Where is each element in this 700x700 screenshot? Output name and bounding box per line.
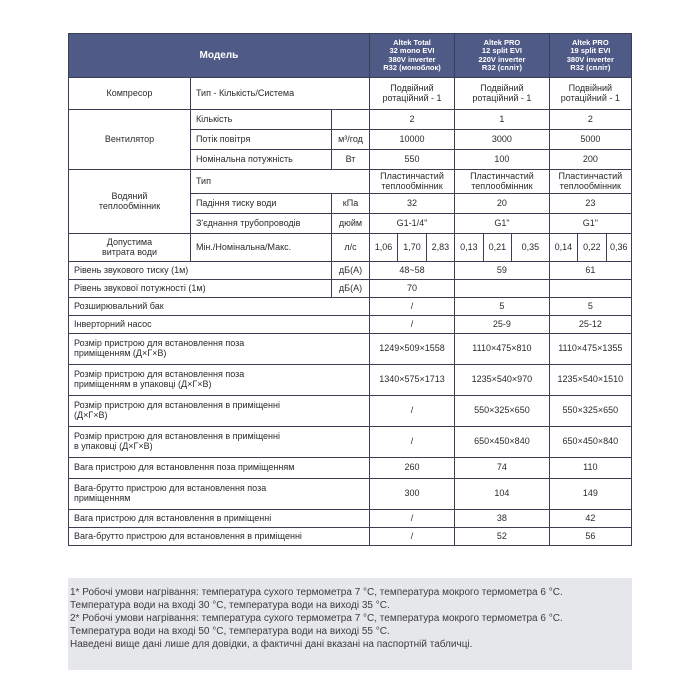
value-cell: Пластинчастий теплообмінник [455,170,550,194]
value-cell: 0,22 [578,234,606,262]
value-cell: 32 [369,194,454,214]
table-row [69,528,632,546]
spec-table [68,33,632,546]
value-cell: 550 [369,150,454,170]
table-row [69,316,632,334]
value-cell: 3000 [455,130,550,150]
unit-cell: дБ(А) [332,280,370,298]
model-1-header: Altek Total 32 mono EVI 380V inverter R32 (моноблок) [369,34,454,78]
row-label: Водяний теплообмінник [69,170,191,234]
value-cell: / [369,298,454,316]
value-cell: 70 [369,280,454,298]
value-cell: Пластинчастий теплообмінник [369,170,454,194]
row-label: Вага-брутто пристрою для встановлення в приміщенні [69,528,370,546]
value-cell: 0,35 [512,234,550,262]
table-row [69,110,632,130]
value-cell: 1 [455,110,550,130]
footnote-line: Наведені вище дані лише для довідки, а фактичні дані вказані на паспортній табличці. [70,639,473,650]
footnotes [68,578,632,670]
value-cell: 1110×475×1355 [549,334,631,365]
row-label: Розмір пристрою для встановлення в приміщенні (Д×Г×В) [69,396,370,427]
value-cell: 0,13 [455,234,483,262]
row-label: Розмір пристрою для встановлення в приміщенні в упаковці (Д×Г×В) [69,427,370,458]
value-cell: 25-12 [549,316,631,334]
row-sublabel: Падіння тиску води [190,194,331,214]
table-row [69,280,632,298]
value-cell: Подвійний ротаційний - 1 [369,78,454,110]
value-cell: 1,70 [398,234,426,262]
row-sublabel: Тип - Кількість/Система [190,78,369,110]
value-cell: 149 [549,479,631,510]
unit-cell: л/с [332,234,370,262]
value-cell: 200 [549,150,631,170]
table-row [69,479,632,510]
value-cell: 0,36 [606,234,631,262]
value-cell: G1" [549,214,631,234]
row-label: Компресор [69,78,191,110]
value-cell: / [369,396,454,427]
value-cell: 59 [455,262,550,280]
footnote-line: Температура води на вході 30 °C, температура води на виході 35 °C. [70,600,390,611]
row-label: Вага пристрою для встановлення в приміщенні [69,510,370,528]
value-cell: 550×325×650 [455,396,550,427]
row-label: Рівень звукового тиску (1м) [69,262,332,280]
row-sublabel: Кількість [190,110,331,130]
value-cell: 110 [549,458,631,479]
unit-cell: Вт [332,150,370,170]
value-cell: 650×450×840 [549,427,631,458]
row-sublabel: Потік повітря [190,130,331,150]
table-row [69,234,632,262]
value-cell: 5000 [549,130,631,150]
value-cell: 20 [455,194,550,214]
value-cell: 2 [369,110,454,130]
unit-cell: м³/год [332,130,370,150]
value-cell: / [369,316,454,334]
unit-cell: дюйм [332,214,370,234]
unit-cell: кПа [332,194,370,214]
row-label: Розмір пристрою для встановлення поза приміщенням в упаковці (Д×Г×В) [69,365,370,396]
value-cell: 61 [549,262,631,280]
value-cell: 260 [369,458,454,479]
value-cell: 1249×509×1558 [369,334,454,365]
value-cell: 52 [455,528,550,546]
value-cell: 550×325×650 [549,396,631,427]
value-cell: G1-1/4" [369,214,454,234]
value-cell: Подвійний ротаційний - 1 [549,78,631,110]
value-cell: 1340×575×1713 [369,365,454,396]
unit-cell: дБ(А) [332,262,370,280]
row-label: Рівень звукової потужності (1м) [69,280,332,298]
value-cell: 104 [455,479,550,510]
value-cell: / [369,510,454,528]
value-cell: 0,21 [483,234,511,262]
footnote-line: 2* Робочі умови нагрівання: температура сухого термометра 7 °C, температура мокрого термометра 6 °C. [70,613,563,624]
value-cell: 2,83 [426,234,454,262]
value-cell: 23 [549,194,631,214]
value-cell: 1,06 [369,234,397,262]
value-cell: 1235×540×970 [455,365,550,396]
model-2-header: Altek PRO 12 split EVI 220V inverter R32 (спліт) [455,34,550,78]
value-cell: 48~58 [369,262,454,280]
row-label: Вентилятор [69,110,191,170]
row-sublabel: Номінальна потужність [190,150,331,170]
value-cell: 5 [455,298,550,316]
value-cell: 1110×475×810 [455,334,550,365]
value-cell: 38 [455,510,550,528]
value-cell: 0,14 [549,234,577,262]
footnote-line: Температура води на вході 50 °C, температура води на виході 55 °C. [70,626,390,637]
table-row [69,365,632,396]
row-sublabel: З'єднання трубопроводів [190,214,331,234]
table-row [69,262,632,280]
unit-cell [332,110,370,130]
row-label: Розширювальний бак [69,298,370,316]
value-cell: G1" [455,214,550,234]
value-cell [455,280,550,298]
value-cell: 56 [549,528,631,546]
table-row [69,298,632,316]
row-sublabel: Тип [190,170,369,194]
header-row [69,34,632,78]
row-sublabel: Мін./Номінальна/Макс. [190,234,331,262]
row-label: Інверторний насос [69,316,370,334]
row-label: Вага-брутто пристрою для встановлення поза приміщенням [69,479,370,510]
value-cell [549,280,631,298]
value-cell: 5 [549,298,631,316]
value-cell: / [369,528,454,546]
value-cell: 1235×540×1510 [549,365,631,396]
value-cell: / [369,427,454,458]
row-label: Вага пристрою для встановлення поза приміщенням [69,458,370,479]
value-cell: 650×450×840 [455,427,550,458]
value-cell: 74 [455,458,550,479]
model-header: Модель [69,34,370,78]
value-cell: 100 [455,150,550,170]
value-cell: 25-9 [455,316,550,334]
table-row [69,396,632,427]
value-cell: Пластинчастий теплообмінник [549,170,631,194]
value-cell: Подвійний ротаційний - 1 [455,78,550,110]
value-cell: 300 [369,479,454,510]
value-cell: 2 [549,110,631,130]
table-row [69,334,632,365]
table-row [69,510,632,528]
table-row [69,170,632,194]
row-label: Допустима витрата води [69,234,191,262]
footnote-line: 1* Робочі умови нагрівання: температура сухого термометра 7 °C, температура мокрого термометра 6 °C. [70,587,563,598]
table-row [69,78,632,110]
model-3-header: Altek PRO 19 split EVI 380V inverter R32 (спліт) [549,34,631,78]
table-row [69,458,632,479]
value-cell: 10000 [369,130,454,150]
row-label: Розмір пристрою для встановлення поза приміщенням (Д×Г×В) [69,334,370,365]
value-cell: 42 [549,510,631,528]
table-row [69,427,632,458]
